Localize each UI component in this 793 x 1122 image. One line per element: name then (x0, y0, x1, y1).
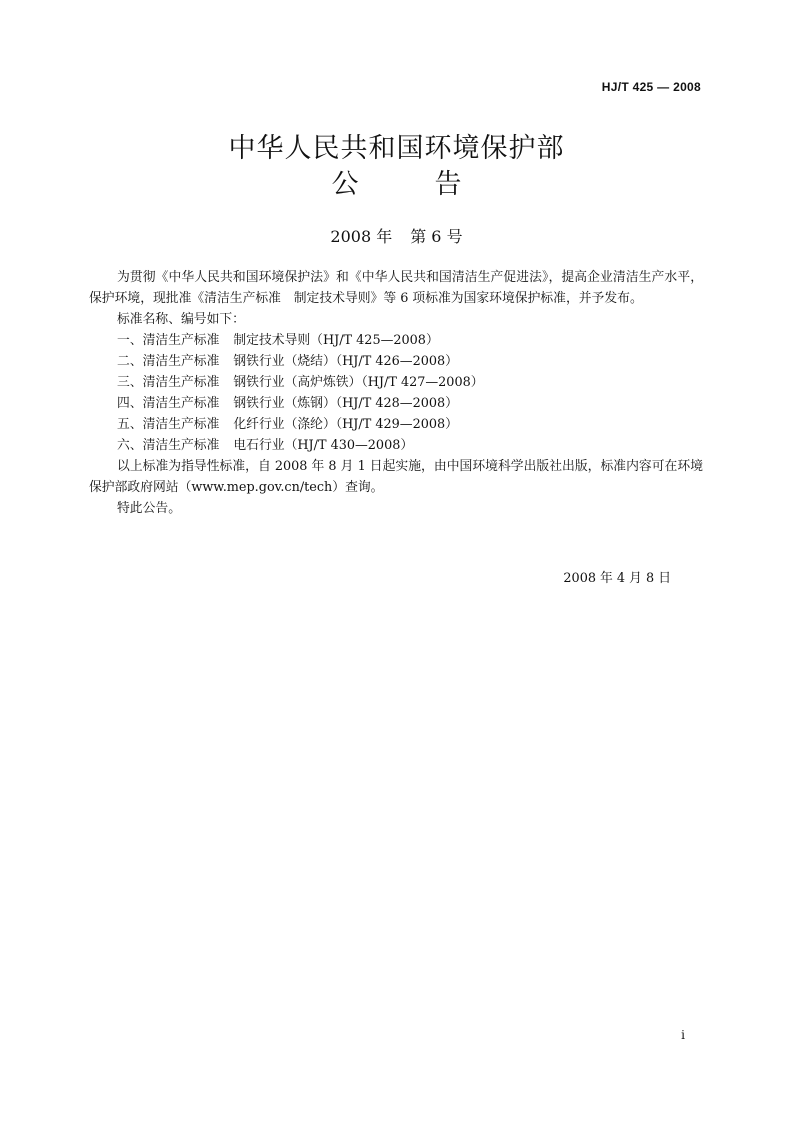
list-item (89, 351, 703, 372)
list-item-name: 制定技术导则（HJ/T 425—2008） (233, 333, 439, 348)
intro-paragraph: 为贯彻《中华人民共和国环境保护法》和《中华人民共和国清洁生产促进法》，提高企业清洁生产水平，保护环境，现批准《清洁生产标准 制定技术导则》等 6 项标准为国家环境保护标准，并予发布。 (89, 270, 703, 306)
announcement-date: 2008 年 4 月 8 日 (563, 571, 671, 586)
list-item-prefix: 六、清洁生产标准 (117, 438, 220, 453)
standard-code: HJ/T 425 — 2008 (601, 80, 701, 94)
announcement-title-right: 告 (434, 169, 462, 200)
list-item (89, 372, 703, 393)
list-item-name: 钢铁行业（烧结）（HJ/T 426—2008） (233, 354, 458, 369)
announcement-body (89, 267, 703, 519)
issue-number (0, 226, 793, 248)
issue-no: 第 6 号 (410, 227, 463, 246)
list-heading: 标准名称、编号如下： (117, 312, 245, 327)
list-item-name: 钢铁行业（炼钢）（HJ/T 428—2008） (233, 396, 458, 411)
announcement-title-left: 公 (331, 169, 359, 200)
list-item-name: 化纤行业（涤纶）（HJ/T 429—2008） (233, 417, 458, 432)
announcement-title (0, 168, 793, 202)
list-item-prefix: 三、清洁生产标准 (117, 375, 220, 390)
page-number: i (681, 1028, 685, 1042)
list-item-prefix: 四、清洁生产标准 (117, 396, 220, 411)
list-item (89, 435, 703, 456)
issue-year: 2008 年 (330, 227, 393, 246)
list-item-name: 钢铁行业（高炉炼铁）（HJ/T 427—2008） (233, 375, 484, 390)
closing-line: 特此公告。 (117, 501, 181, 516)
list-item (89, 393, 703, 414)
list-item-name: 电石行业（HJ/T 430—2008） (233, 438, 414, 453)
list-item-prefix: 二、清洁生产标准 (117, 354, 220, 369)
ministry-title: 中华人民共和国环境保护部 (228, 133, 565, 164)
list-item (89, 414, 703, 435)
list-item-prefix: 一、清洁生产标准 (117, 333, 220, 348)
list-item (89, 330, 703, 351)
implementation-paragraph: 以上标准为指导性标准，自 2008 年 8 月 1 日起实施，由中国环境科学出版社出版，标准内容可在环境保护部政府网站（www.mep.gov.cn/tech）查询。 (89, 459, 703, 495)
list-item-prefix: 五、清洁生产标准 (117, 417, 220, 432)
